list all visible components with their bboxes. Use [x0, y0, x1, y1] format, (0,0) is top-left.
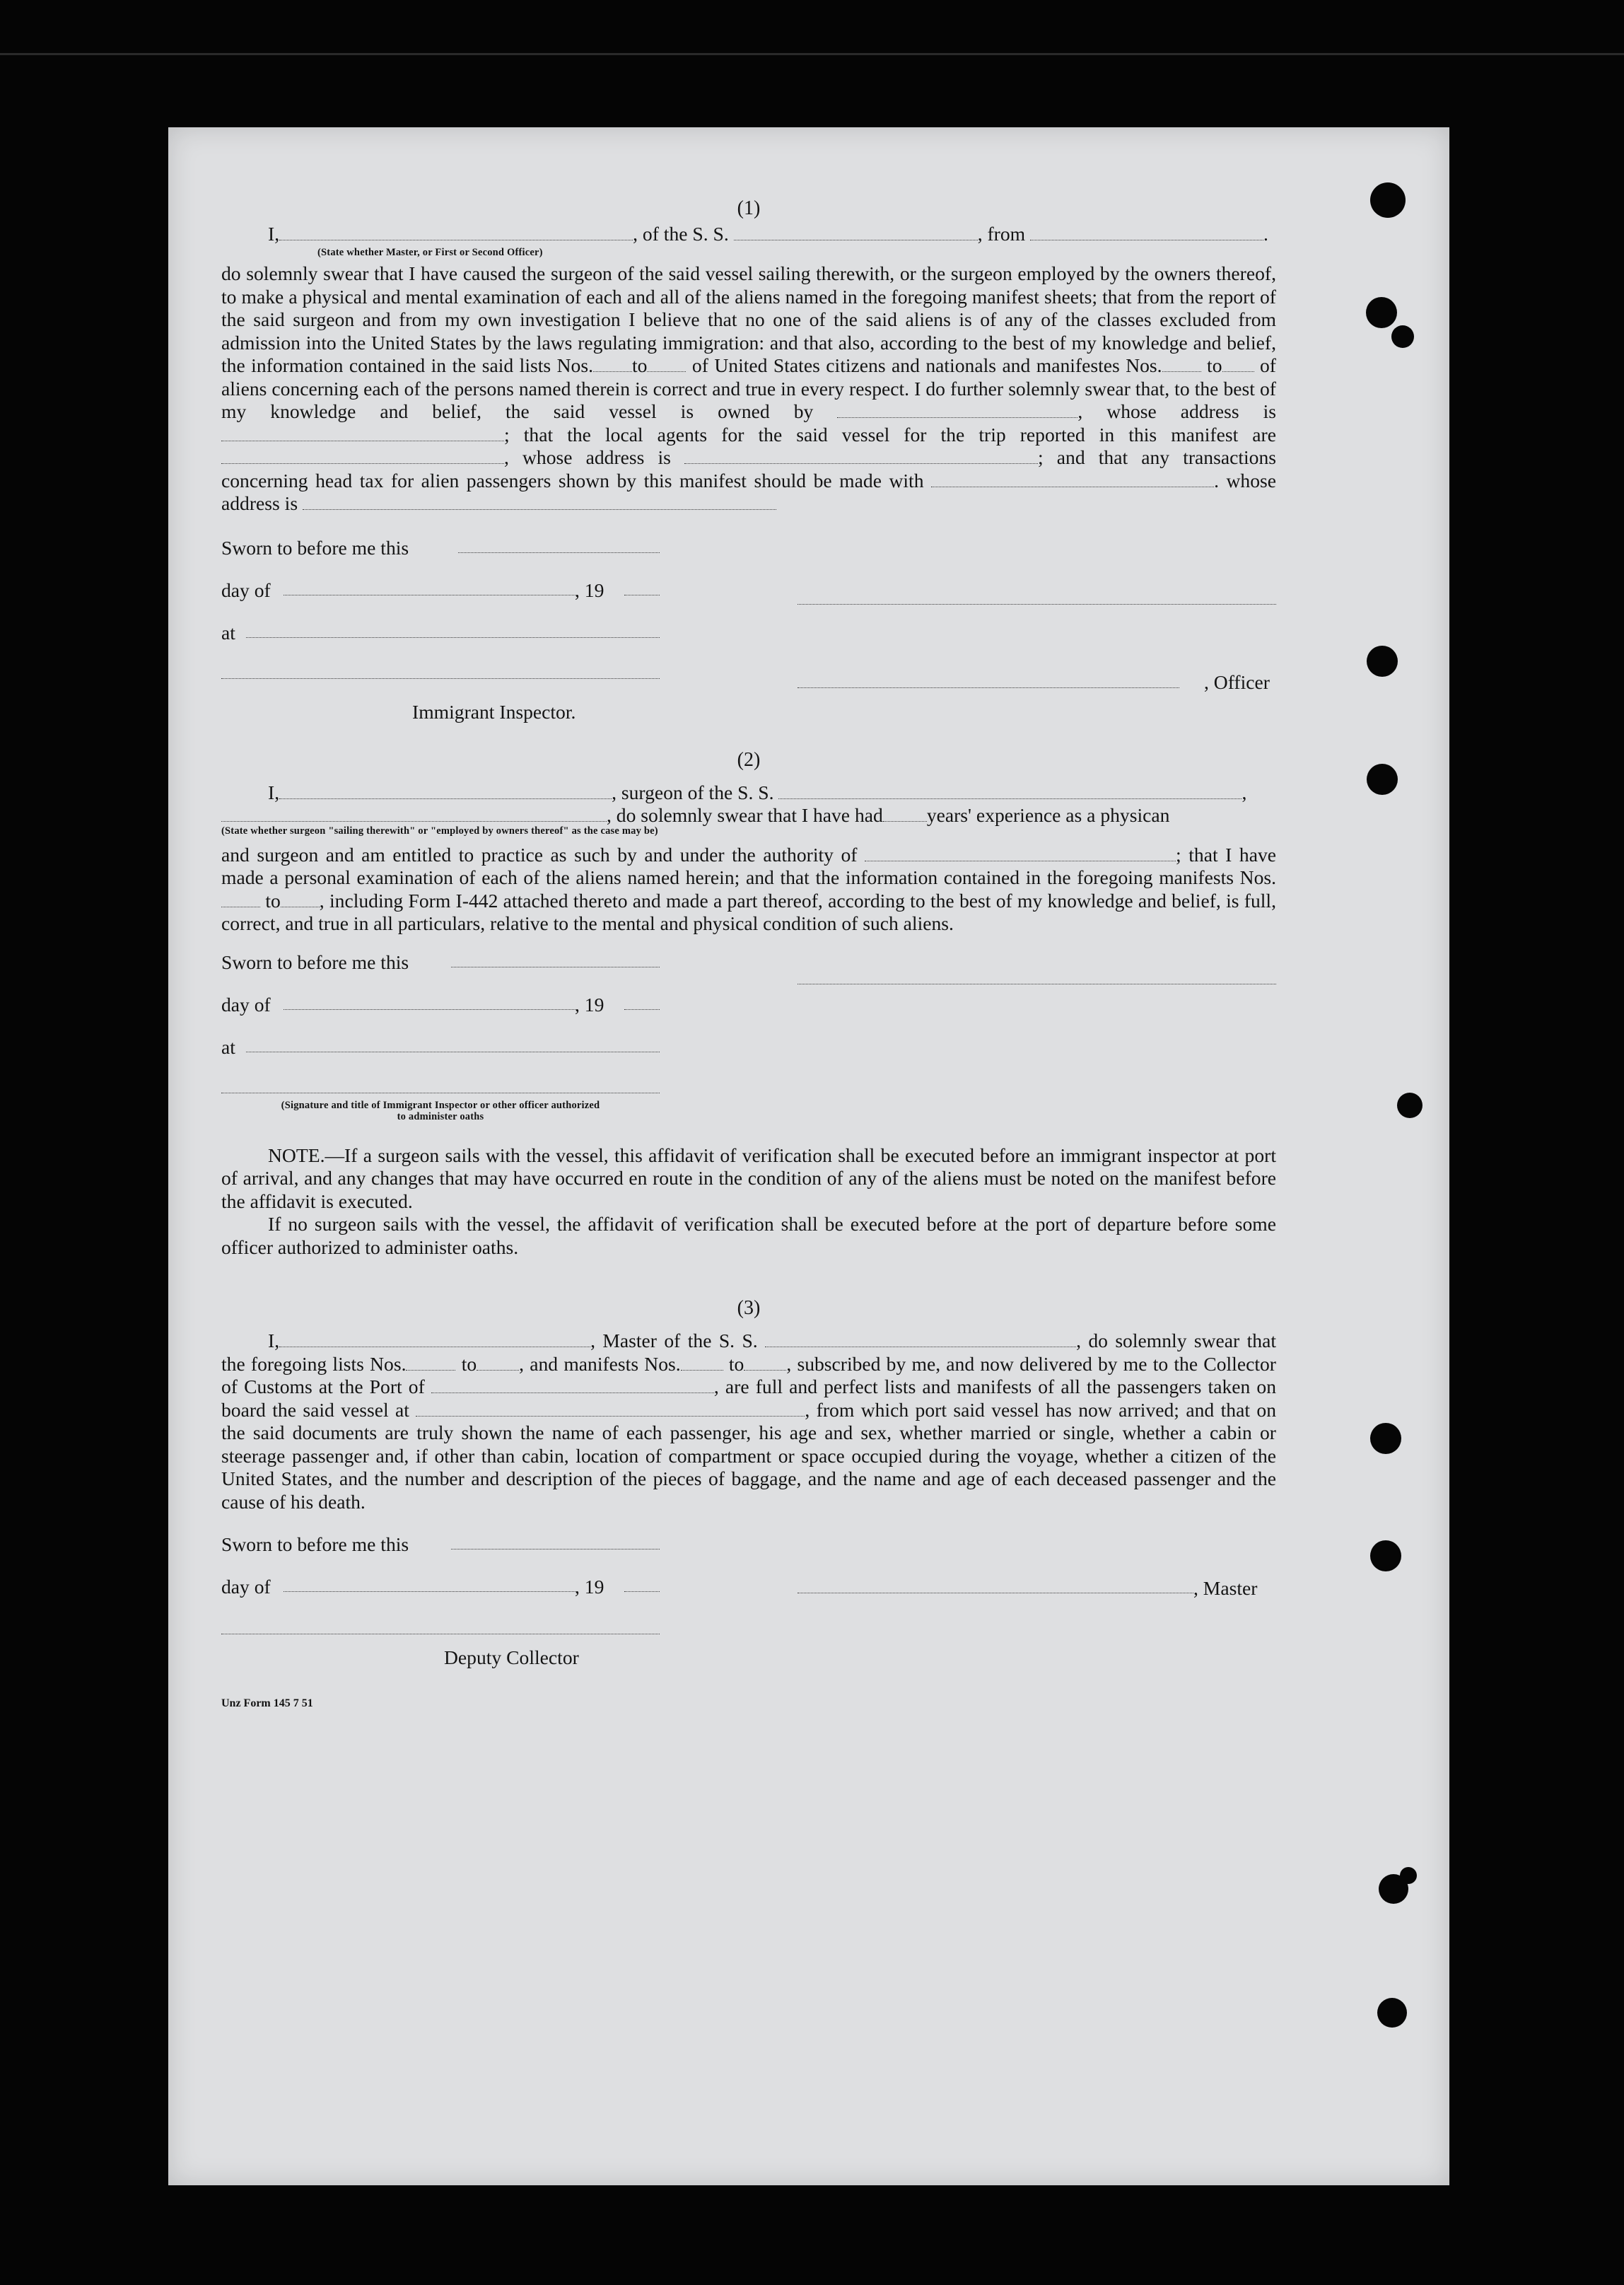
punch-hole [1367, 764, 1398, 795]
year-label: , 19 [575, 993, 604, 1016]
officer-note: (State whether Master, or First or Second Officer) [317, 247, 543, 258]
master-text-a: that the foregoing lists Nos. [221, 1330, 1277, 1375]
oath-text-a: do solemnly swear that I have caused the surgeon of the said vessel sailing therewith, or the surgeon employed by the owners thereof, to make a physical and mental examination of each and all of the aliens named in the foregoing manifest sheets; that from the report of the said surgeon and from my own investigation I believe that no one of the said aliens is of any of the classes excluded from admission into the United States by the laws regulating immigration: and that also, according to the best of my knowledge and belief, the information contained in the said lists Nos. [221, 262, 1276, 376]
oath-text-d: , whose address is [1077, 400, 1276, 422]
officer-signature-line [798, 687, 1179, 688]
at-label: at [221, 621, 235, 644]
section-number: (3) [737, 1297, 761, 1319]
swear-label: , do solemnly swear [1076, 1330, 1240, 1351]
to-label: to [1207, 354, 1222, 376]
sworn-label: Sworn to before me this [221, 536, 409, 559]
punch-hole [1397, 1093, 1423, 1118]
of-ss-label: , of the S. S. [633, 223, 729, 245]
to-label: to [631, 354, 648, 376]
port-blank [1030, 224, 1263, 240]
to-label: to [265, 889, 281, 912]
sworn-label: Sworn to before me this [221, 950, 409, 973]
day-of-label: day of [221, 578, 271, 601]
year-label: , 19 [575, 1576, 604, 1598]
i-label: I, [268, 781, 280, 803]
surgeon-text-a: and surgeon and am entitled to practice as such by and under the authority of [221, 843, 858, 866]
inspector-signature-line [221, 678, 660, 679]
master-text-e: , from which port said vessel has now arrived; and that on the said documents are truly shown the name of each passenger, his age and sex, whether married or single, whether a cabin or steerage passenger and, if other than cabin, location of compartment or space occupied during the voyage, whether a citizen of the United States, and the number and description of the pieces of baggage, and the name and age of each deceased passenger and the cause of his death. [221, 1398, 1276, 1513]
oath-text-c: of aliens concerning each of the persons named therein is correct and true in every respect. I do further solemnly swear that, to the best of my knowledge and belief, the said vessel is owned by [221, 354, 1276, 422]
surgeon-note: (State whether surgeon "sailing therewith" or "employed by owners thereof" as the case may be) [221, 825, 658, 837]
name-blank [279, 224, 633, 240]
master-text-b: , and manifests Nos. [519, 1352, 681, 1375]
officer-label: , Officer [1204, 670, 1270, 693]
at-label: at [221, 1035, 235, 1058]
sworn-label: Sworn to before me this [221, 1533, 409, 1555]
master-of-label: , Master of the S. S. [590, 1330, 758, 1351]
punch-hole [1370, 182, 1406, 218]
punch-hole [1391, 325, 1414, 348]
master-text-c: , subscribed by me, and now delivered by me to the Collector of Customs at the Port of [221, 1352, 1276, 1397]
footer [221, 1683, 1276, 1711]
surgeon-text-b: ; that I have made a personal examination of each of the aliens named herein; and that the information contained in the foregoing manifests Nos. [221, 843, 1276, 888]
oath-paragraph: do solemnly swear that I have caused the surgeon of the said vessel sailing therewith, or the surgeon employed by the owners thereof, to make a physical and mental examination of each and all of the aliens named in the foregoing manifest sheets; that from the report of the said surgeon and from my own investigation I believe that no one of the said aliens is of any of the classes excluded from admission into the United States by the laws regulating immigration: and that also, according to the best of my knowledge and belief, the information contained in the said lists Nos. to of United States citizens and nationals and manifestes Nos. to of aliens concerning each of the persons named therein is correct and true in every respect. I do further solemnly swear that, to the best of my knowledge and belief, the said vessel is owned by , whose address is ; that the local agents for the said vessel for the trip reported in this manifest are , whose address is ; and that any transactions concerning head tax for alien passengers shown by this manifest should be made with . whose address is [221, 262, 1277, 514]
form-code: Unz Form 145 7 51 [221, 1697, 313, 1709]
day-of-label: day of [221, 993, 271, 1016]
from-label: , from [977, 223, 1026, 245]
signature-line [798, 604, 1276, 605]
scan-edge-line [0, 53, 1624, 55]
section-2-signatures [221, 936, 1276, 1137]
surgeon-text-c: , including Form I-442 attached thereto and made a part thereof, according to the best of my knowledge and belief, is full, correct, and true in all particulars, relative to the mental and physical condition of such aliens. [221, 889, 1277, 934]
officer-line: I, , of the S. S. , from . [268, 223, 1268, 245]
master-paragraph [221, 1330, 1276, 1513]
punch-hole [1367, 646, 1398, 677]
to-label: to [461, 1352, 477, 1375]
day-of-label: day of [221, 1576, 271, 1598]
oath-text-b: of United States citizens and nationals and manifestes Nos. [691, 354, 1162, 376]
affidavit-content [221, 194, 1276, 1711]
section-number: (1) [737, 197, 761, 219]
punch-hole [1377, 1998, 1407, 2028]
section-3-signatures [221, 1513, 1276, 1683]
oath-text-h: whose address is [221, 469, 1277, 514]
master-label: , Master [1193, 1577, 1258, 1599]
section-number: (2) [737, 748, 761, 771]
years-label: years' experience as a physican [926, 803, 1170, 826]
inspector-label: Immigrant Inspector. [412, 700, 576, 723]
oath-text-f: , whose address is [504, 446, 671, 468]
signature-note: (Signature and title of Immigrant Inspector or other officer authorized to administer oaths [281, 1099, 600, 1122]
surgeon-experience-line [221, 804, 1276, 825]
deputy-collector-label: Deputy Collector [444, 1646, 579, 1668]
i-label: I, [268, 1330, 280, 1351]
i-label: I, [268, 223, 280, 245]
surgeon-of-label: , surgeon of the S. S. [612, 781, 774, 803]
punch-hole [1366, 297, 1397, 328]
punch-hole [1400, 1867, 1417, 1884]
year-label: , 19 [575, 578, 604, 601]
master-text-d: , are full and perfect lists and manifests of all the passengers taken on board the said vessel at [221, 1376, 1276, 1421]
punch-hole [1370, 1423, 1401, 1454]
note-paragraph: NOTE.—If a surgeon sails with the vessel, this affidavit of verification shall be executed before an immigrant inspector at port of arrival, and any changes that may have occurred en route in the condition of any of the aliens must be noted on the manifest before the affidavit is executed. [221, 1144, 1276, 1212]
oath-text-g: ; and that any transactions concerning head tax for alien passengers shown by this manifest should be made with [221, 446, 1277, 492]
oath-text-e: ; that the local agents for the said vessel for the trip reported in this manifest are [504, 423, 1276, 446]
swear-label: , do solemnly swear that I have had [607, 803, 883, 826]
ship-name-blank [734, 224, 978, 240]
surgeon-line: I, , surgeon of the S. S. , [268, 781, 1247, 803]
note-paragraph-2: If no surgeon sails with the vessel, the affidavit of verification shall be executed before at the port of departure before some officer authorized to administer oaths. [221, 1213, 1276, 1258]
to-label: to [728, 1352, 744, 1375]
section-1-signatures [221, 516, 1276, 721]
punch-hole [1370, 1540, 1401, 1571]
surgeon-paragraph [221, 844, 1276, 936]
